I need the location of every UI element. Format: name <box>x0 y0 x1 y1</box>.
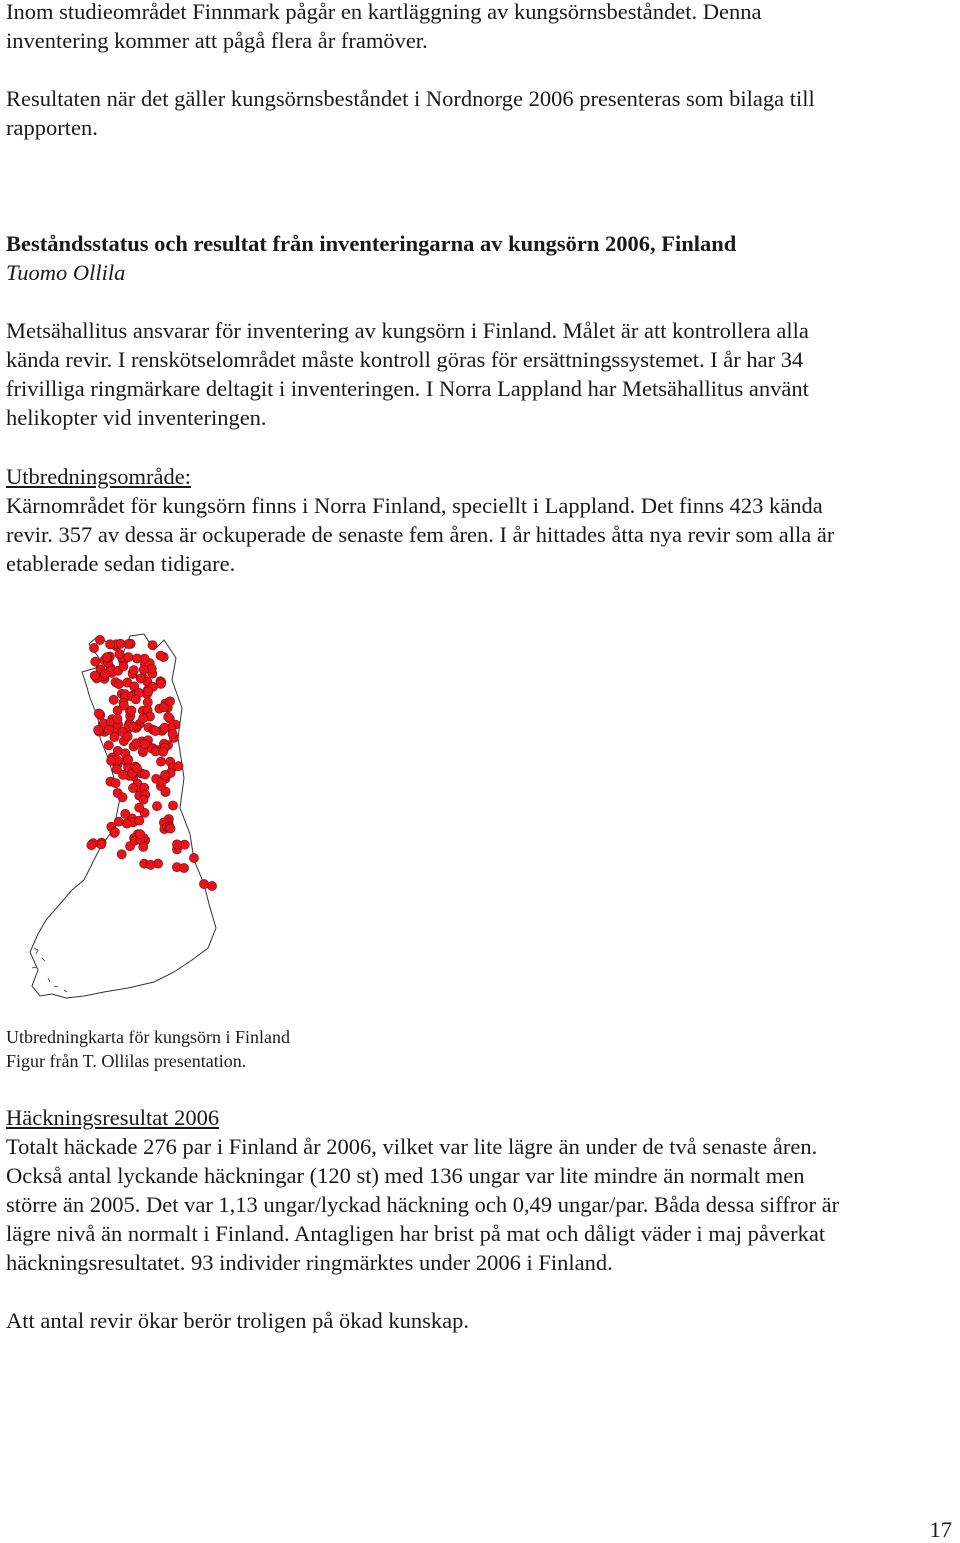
territory-dot <box>89 643 98 652</box>
territory-dot <box>207 881 216 890</box>
territory-dot <box>135 816 144 825</box>
page-number: 17 <box>929 1517 952 1542</box>
territory-dot <box>168 801 177 810</box>
territory-dot <box>139 665 148 674</box>
intro-paragraph-2 <box>6 84 950 142</box>
territory-dot <box>139 842 148 851</box>
territory-dot <box>119 662 128 671</box>
text-line: Också antal lyckande häckningar (120 st) med 136 ungar var lite mindre än normalt men <box>6 1163 805 1188</box>
territory-dot <box>122 819 131 828</box>
text-line: revir. 357 av dessa är ockuperade de senaste fem åren. I år hittades åtta nya revir som alla är <box>6 522 835 547</box>
territory-dot <box>116 639 125 648</box>
territory-dot <box>102 653 111 662</box>
section-paragraph <box>6 316 950 432</box>
territory-dots <box>87 635 217 890</box>
territory-dot <box>127 706 136 715</box>
text-line: helikopter vid inventeringen. <box>6 405 267 430</box>
territory-dot <box>166 824 175 833</box>
text-line: Inom studieområdet Finnmark pågår en kartläggning av kungsörnsbeståndet. Denna <box>6 0 762 24</box>
figure-caption-title: Utbredningkarta för kungsörn i Finland <box>6 1027 290 1047</box>
territory-dot <box>110 828 119 837</box>
territory-dot <box>172 840 181 849</box>
territory-dot <box>152 802 161 811</box>
territory-dot <box>117 850 126 859</box>
author-name: Tuomo Ollila <box>6 260 126 285</box>
text-line: lägre nivå än normalt i Finland. Antagligen har brist på mat och dåligt väder i maj påverkat <box>6 1221 826 1246</box>
territory-dot <box>87 841 96 850</box>
distribution-heading: Utbredningsområde: <box>6 464 191 489</box>
territory-dot <box>189 853 198 862</box>
territory-dot <box>156 651 165 660</box>
text-line: inventering kommer att pågå flera år framöver. <box>6 28 428 53</box>
territory-dot <box>132 654 141 663</box>
breeding-heading: Häckningsresultat 2006 <box>6 1105 220 1130</box>
coastline-islands <box>32 948 67 992</box>
text-line: Totalt häckade 276 par i Finland år 2006, vilket var lite lägre än under de två senaste åren. <box>6 1134 818 1159</box>
territory-dot <box>135 803 144 812</box>
territory-dot <box>118 793 127 802</box>
territory-dot <box>140 770 149 779</box>
text-line: häckningsresultatet. 93 individer ringmärktes under 2006 i Finland. <box>6 1250 613 1275</box>
territory-dot <box>156 757 165 766</box>
territory-dot <box>90 671 99 680</box>
territory-dot <box>165 697 174 706</box>
territory-dot <box>104 741 113 750</box>
distribution-section <box>6 462 950 578</box>
territory-dot <box>94 709 103 718</box>
territory-dot <box>111 779 120 788</box>
territory-dot <box>95 635 104 644</box>
intro-paragraph-1 <box>6 0 950 55</box>
territory-dot <box>129 722 138 731</box>
territory-dot <box>136 830 145 839</box>
territory-dot <box>128 783 137 792</box>
territory-dot <box>124 653 133 662</box>
territory-dot <box>174 762 183 771</box>
territory-dot <box>109 695 118 704</box>
territory-dot <box>132 739 141 748</box>
territory-dot <box>97 840 106 849</box>
text-line: etablerade sedan tidigare. <box>6 551 236 576</box>
text-line: Metsähallitus ansvarar för inventering av kungsörn i Finland. Målet är att kontrollera alla <box>6 318 809 343</box>
territory-dot <box>91 657 100 666</box>
territory-dot <box>159 747 168 756</box>
territory-dot <box>131 695 140 704</box>
territory-dot <box>179 863 188 872</box>
territory-dot <box>199 879 208 888</box>
territory-dot <box>168 729 177 738</box>
territory-dot <box>124 755 133 764</box>
text-line: Kärnområdet för kungsörn finns i Norra Finland, speciellt i Lappland. Det finns 423 kända <box>6 493 823 518</box>
territory-dot <box>144 687 153 696</box>
territory-dot <box>146 860 155 869</box>
territory-dot <box>121 809 130 818</box>
territory-dot <box>132 763 141 772</box>
territory-dot <box>94 725 103 734</box>
territory-dot <box>151 726 160 735</box>
territory-dot <box>136 674 145 683</box>
territory-dot <box>148 641 157 650</box>
breeding-section <box>6 1103 950 1277</box>
text-line: större än 2005. Det var 1,13 ungar/lyckad häckning och 0,49 ungar/par. Båda dessa siffror är <box>6 1192 840 1217</box>
territory-dot <box>113 706 122 715</box>
territory-dot <box>107 756 116 765</box>
territory-dot <box>113 714 122 723</box>
text-line: rapporten. <box>6 115 98 140</box>
territory-dot <box>129 666 138 675</box>
territory-dot <box>106 640 115 649</box>
conclusion-paragraph <box>6 1306 950 1335</box>
figure-caption-source: Figur från T. Ollilas presentation. <box>6 1051 247 1071</box>
territory-dot <box>139 714 148 723</box>
territory-dot <box>123 732 132 741</box>
text-line: kända revir. I renskötselområdet måste kontroll göras för ersättningssystemet. I år har 34 <box>6 347 804 372</box>
territory-dot <box>114 680 123 689</box>
territory-dot <box>143 698 152 707</box>
text-line: frivilliga ringmärkare deltagit i inventeringen. I Norra Lappland har Metsähallitus använt <box>6 376 809 401</box>
distribution-map-figure <box>4 628 234 1000</box>
territory-dot <box>100 670 109 679</box>
territory-dot <box>160 770 169 779</box>
territory-dot <box>140 740 149 749</box>
territory-dot <box>160 723 169 732</box>
section-heading: Beståndsstatus och resultat från inventeringarna av kungsörn 2006, Finland <box>6 231 737 256</box>
territory-dot <box>104 725 113 734</box>
territory-dot <box>164 712 173 721</box>
text-line: Resultaten när det gäller kungsörnsbeståndet i Nordnorge 2006 presenteras som bilaga till <box>6 86 815 111</box>
text-line: Att antal revir ökar berör troligen på ökad kunskap. <box>6 1308 469 1333</box>
